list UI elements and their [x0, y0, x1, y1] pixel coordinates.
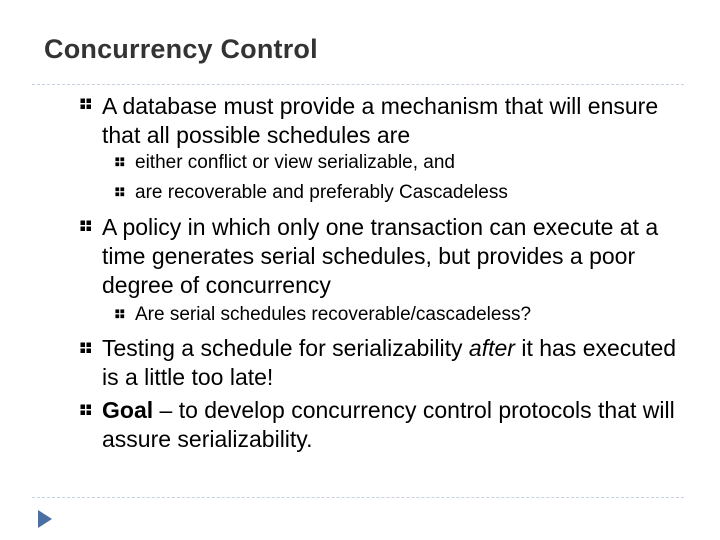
square-bullet-icon [80, 98, 92, 110]
bullet-1-text: A database must provide a mechanism that will ensure that all possible schedules are [102, 93, 659, 148]
bullet-4-text [102, 396, 692, 454]
slide-nav-arrow-icon[interactable] [34, 508, 56, 530]
bullet-3-emphasis: after [468, 335, 515, 361]
square-bullet-icon [80, 404, 92, 416]
square-bullet-icon [115, 157, 125, 167]
footer-divider [32, 497, 684, 498]
square-bullet-icon [115, 309, 125, 319]
bullet-4-text-rest: – to develop concurrency control protocols that will assure serializability. [102, 397, 675, 452]
bullet-4-goal-label: Goal [102, 397, 154, 423]
bullet-1-sub-2: are recoverable and preferably Cascadeless [135, 182, 508, 203]
square-bullet-icon [115, 187, 125, 197]
bullet-3-text-before: Testing a schedule for serializability [102, 335, 469, 361]
square-bullet-icon [80, 342, 92, 354]
square-bullet-icon [80, 220, 92, 232]
bullet-2-sub-1: Are serial schedules recoverable/cascadeless? [135, 304, 532, 325]
title-divider [32, 84, 684, 85]
bullet-2-text: A policy in which only one transaction can execute at a time generates serial schedules, but provides a poor degree of concurrency [102, 214, 659, 298]
slide-title: Concurrency Control [44, 34, 318, 64]
bullet-3-text-after: it has executed is a little too late! [102, 335, 677, 390]
bullet-1-sub-1: either conflict or view serializable, and [135, 152, 455, 173]
bullet-3-text [102, 334, 692, 392]
